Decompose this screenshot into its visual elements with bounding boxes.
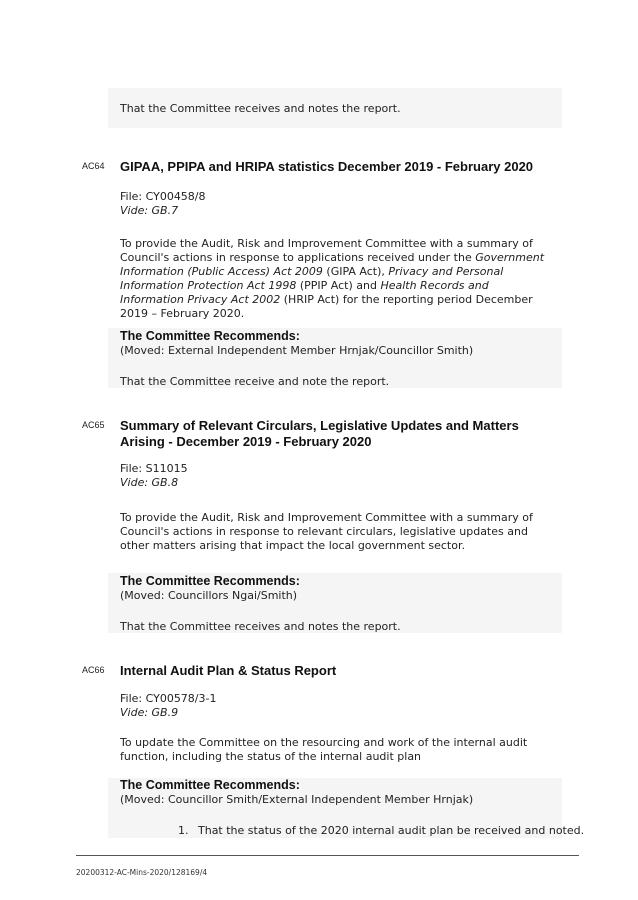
- vide-reference: Vide: GB.7: [120, 204, 179, 217]
- item-title: Internal Audit Plan & Status Report: [120, 663, 337, 678]
- footer-divider: [76, 855, 579, 856]
- summary-text: (PPIP Act) and: [296, 279, 381, 292]
- summary-text: (HRIP Act) for the reporting period December 2019 – February 2020.: [120, 293, 533, 320]
- moved-by: (Moved: Councillors Ngai/Smith): [120, 589, 298, 602]
- recommendation-title: The Committee Recommends:: [120, 778, 300, 792]
- file-reference: File: CY00578/3-1: [120, 692, 217, 705]
- act-name: Privacy and Personal Information Protection Act 1998: [120, 265, 504, 292]
- footer-reference: 20200312-AC-Mins-2020/128169/4: [76, 868, 208, 877]
- list-number: 1.: [178, 824, 189, 837]
- vide-reference: Vide: GB.8: [120, 476, 179, 489]
- resolution-text: That the Committee receives and notes the report.: [120, 620, 401, 633]
- act-name: Government Information (Public Access) Act 2009: [120, 251, 545, 278]
- intro-resolution: That the Committee receives and notes the report.: [120, 102, 401, 115]
- summary-text: To provide the Audit, Risk and Improvement Committee with a summary of Council's actions in response to applications received under the: [120, 237, 533, 264]
- moved-by: (Moved: External Independent Member Hrnjak/Councillor Smith): [120, 344, 474, 357]
- item-number: AC65: [82, 420, 105, 430]
- item-number: AC64: [82, 161, 105, 171]
- recommendation-title: The Committee Recommends:: [120, 574, 300, 588]
- list-item-text: That the status of the 2020 internal audit plan be received and noted.: [198, 824, 585, 837]
- resolution-text: That the Committee receive and note the report.: [120, 375, 390, 388]
- item-summary: [120, 237, 552, 321]
- file-reference: File: CY00458/8: [120, 190, 206, 203]
- moved-by: (Moved: Councillor Smith/External Independent Member Hrnjak): [120, 793, 474, 806]
- item-title: GIPAA, PPIPA and HRIPA statistics December 2019 - February 2020: [120, 159, 534, 174]
- summary-text: (GIPA Act),: [322, 265, 389, 278]
- recommendation-title: The Committee Recommends:: [120, 329, 300, 343]
- vide-reference: Vide: GB.9: [120, 706, 179, 719]
- act-name: Health Records and Information Privacy Act 2002: [120, 279, 489, 306]
- file-reference: File: S11015: [120, 462, 188, 475]
- item-summary: To provide the Audit, Risk and Improvement Committee with a summary of Council's actions in response to relevant circulars, legislative updates and other matters arising that impact the local government sector.: [120, 511, 533, 552]
- item-title: Summary of Relevant Circulars, Legislative Updates and Matters Arising - December 2019 - February 2020: [120, 418, 519, 449]
- item-number: AC66: [82, 665, 105, 675]
- item-summary: To update the Committee on the resourcing and work of the internal audit function, including the status of the internal audit plan: [120, 736, 528, 763]
